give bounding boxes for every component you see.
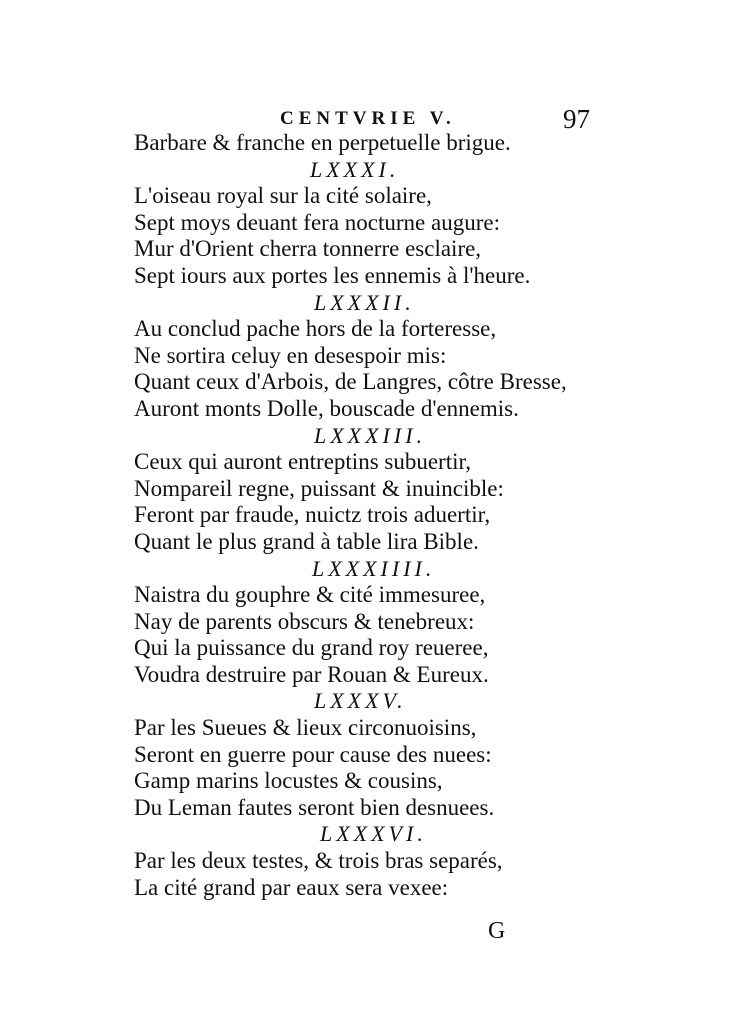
verse-line: Quant ceux d'Arbois, de Langres, côtre Bresse, <box>134 369 567 395</box>
quatrain-numeral: LXXXI. <box>310 156 400 182</box>
verse-line: Seront en guerre pour cause des nuees: <box>134 741 492 767</box>
verse-line: La cité grand par eaux sera vexee: <box>134 874 449 900</box>
quatrain-numeral: LXXXIIII. <box>312 555 436 581</box>
page-number: 97 <box>563 104 590 134</box>
verse-line: Voudra destruire par Rouan & Eureux. <box>134 661 489 687</box>
verse-line: Feront par fraude, nuictz trois aduertir, <box>134 502 491 528</box>
verse-text <box>134 130 634 901</box>
verse-line: Nay de parents obscurs & tenebreux: <box>134 608 475 634</box>
verse-line: Naistra du gouphre & cité immesuree, <box>134 582 486 608</box>
verse-line: Ne sortira celuy en desespoir mis: <box>134 342 447 368</box>
verse-line: Du Leman fautes seront bien desnuees. <box>134 794 495 820</box>
verse-line: Nompareil regne, puissant & inuincible: <box>134 475 504 501</box>
running-title: CENTVRIE V. <box>280 108 456 129</box>
verse-line: L'oiseau royal sur la cité solaire, <box>134 183 432 209</box>
verse-line: Qui la puissance du grand roy reueree, <box>134 635 489 661</box>
quatrain-numeral: LXXXIII. <box>314 422 427 448</box>
verse-line: Barbare & franche en perpetuelle brigue. <box>134 130 511 155</box>
verse-line: Ceux qui auront entreptins subuertir, <box>134 449 471 475</box>
verse-line: Sept iours aux portes les ennemis à l'heure. <box>134 262 531 288</box>
quatrain-numeral: LXXXVI. <box>320 821 427 847</box>
verse-line: Gamp marins locustes & cousins, <box>134 768 443 794</box>
quatrain-numeral: LXXXV. <box>314 688 407 714</box>
signature-mark: G <box>488 918 506 944</box>
quatrain-numeral: LXXXII. <box>314 289 415 315</box>
verse-line: Mur d'Orient cherra tonnerre esclaire, <box>134 236 482 262</box>
verse-line: Auront monts Dolle, bouscade d'ennemis. <box>134 395 519 421</box>
verse-line: Sept moys deuant fera nocturne augure: <box>134 209 500 235</box>
verse-line: Par les deux testes, & trois bras separés, <box>134 848 503 874</box>
verse-line: Par les Sueues & lieux circonuoisins, <box>134 715 477 741</box>
verse-line: Quant le plus grand à table lira Bible. <box>134 528 479 554</box>
verse-line: Au conclud pache hors de la forteresse, <box>134 316 497 342</box>
